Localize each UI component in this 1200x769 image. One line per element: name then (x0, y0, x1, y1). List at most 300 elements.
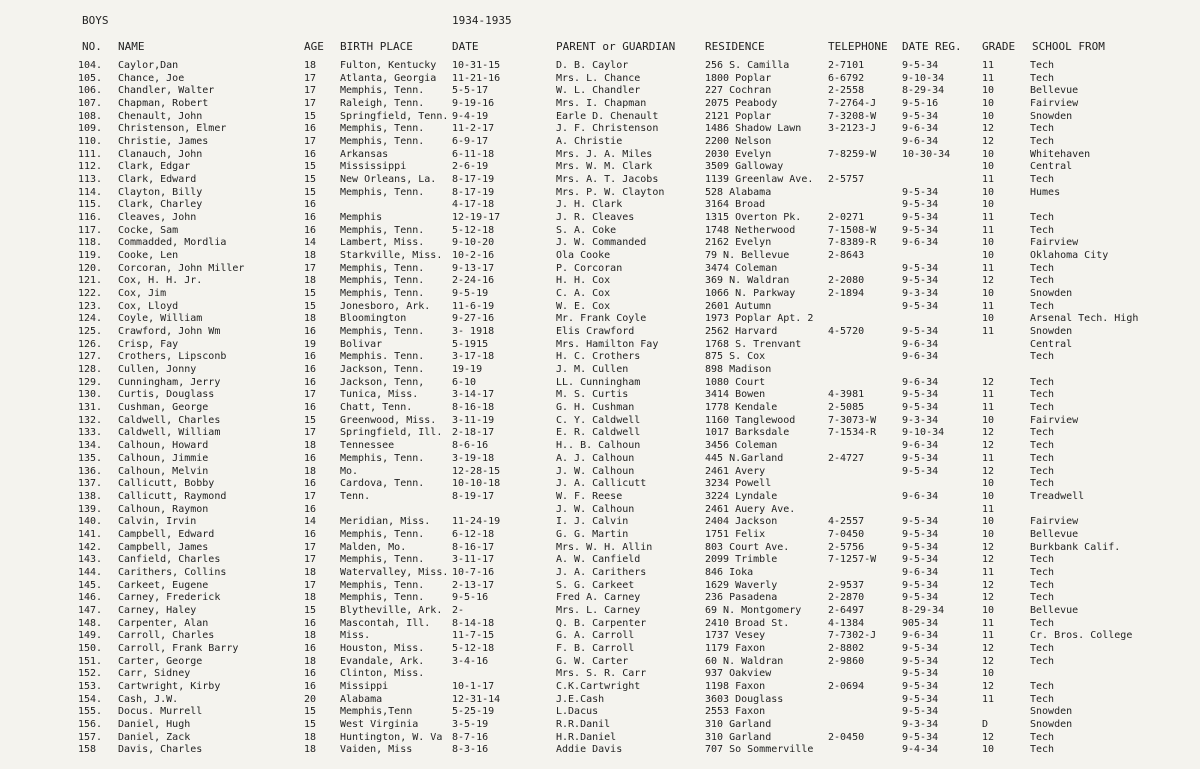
parent-guardian-cell: C. Y. Caldwell (556, 414, 641, 426)
row-number-cell: 142. (78, 541, 103, 553)
table-row (0, 618, 1200, 631)
student-age-cell: 15 (304, 186, 317, 198)
student-rows (0, 60, 1200, 757)
student-age-cell: 17 (304, 389, 317, 401)
table-row (0, 364, 1200, 377)
table-row (0, 111, 1200, 124)
row-number-cell: 107. (78, 98, 103, 110)
parent-guardian-cell: Mrs. S. R. Carr (556, 668, 647, 680)
birth-place-cell: West Virginia (340, 718, 419, 730)
row-number-cell: 158 (78, 744, 97, 756)
parent-guardian-cell: J. W. Commanded (556, 237, 647, 249)
student-age-cell: 16 (304, 617, 317, 629)
student-age-cell: 17 (304, 579, 317, 591)
grade-cell: 12 (982, 275, 995, 287)
parent-guardian-cell: C. A. Cox (556, 288, 611, 300)
residence-cell: 1748 Netherwood (705, 224, 796, 236)
parent-guardian-cell: R.R.Danil (556, 718, 611, 730)
student-name-cell: Cartwright, Kirby (118, 680, 221, 692)
table-row (0, 237, 1200, 250)
row-number-cell: 154. (78, 693, 103, 705)
residence-cell: 2410 Broad St. (705, 617, 790, 629)
parent-guardian-cell: G. A. Carroll (556, 630, 635, 642)
parent-guardian-cell: H.. B. Calhoun (556, 440, 641, 452)
student-age-cell: 17 (304, 262, 317, 274)
table-row (0, 516, 1200, 529)
birth-date-cell: 8-6-16 (452, 440, 489, 452)
header-age: AGE (304, 40, 324, 53)
student-age-cell: 15 (304, 718, 317, 730)
telephone-cell: 2-0450 (828, 731, 865, 743)
residence-cell: 1800 Poplar (705, 72, 772, 84)
school-from-cell: Tech (1030, 212, 1055, 224)
birth-place-cell: Blytheville, Ark. (340, 604, 443, 616)
birth-date-cell: 8-7-16 (452, 731, 489, 743)
residence-cell: 236 Pasadena (705, 592, 778, 604)
table-row (0, 529, 1200, 542)
birth-date-cell: 6-12-18 (452, 528, 495, 540)
table-row (0, 415, 1200, 428)
school-from-cell: Treadwell (1030, 490, 1085, 502)
grade-cell: 10 (982, 85, 995, 97)
table-row (0, 706, 1200, 719)
telephone-cell: 4-2557 (828, 516, 865, 528)
row-number-cell: 115. (78, 199, 103, 211)
telephone-cell: 7-8389-R (828, 237, 877, 249)
grade-cell: 10 (982, 237, 995, 249)
row-number-cell: 153. (78, 680, 103, 692)
table-row (0, 453, 1200, 466)
student-age-cell: 15 (304, 110, 317, 122)
table-row (0, 504, 1200, 517)
parent-guardian-cell: Mrs. I. Chapman (556, 98, 647, 110)
birth-place-cell: Jackson, Tenn, (340, 376, 425, 388)
table-row (0, 567, 1200, 580)
student-age-cell: 17 (304, 554, 317, 566)
birth-date-cell: 5-12-18 (452, 642, 495, 654)
parent-guardian-cell: Mr. Frank Coyle (556, 313, 647, 325)
student-name-cell: Callicutt, Bobby (118, 478, 215, 490)
school-from-cell: Tech (1030, 617, 1055, 629)
student-age-cell: 17 (304, 72, 317, 84)
date-registered-cell: 9-6-34 (902, 376, 939, 388)
grade-cell: 10 (982, 528, 995, 540)
telephone-cell: 2-0694 (828, 680, 865, 692)
row-number-cell: 156. (78, 718, 103, 730)
birth-date-cell: 6-11-18 (452, 148, 495, 160)
grade-cell: 10 (982, 250, 995, 262)
date-registered-cell: 9-5-34 (902, 186, 939, 198)
residence-cell: 1768 S. Trenvant (705, 338, 802, 350)
residence-cell: 3474 Coleman (705, 262, 778, 274)
date-registered-cell: 9-5-34 (902, 199, 939, 211)
birth-date-cell: 8-3-16 (452, 744, 489, 756)
school-from-cell: Tech (1030, 554, 1055, 566)
table-row (0, 656, 1200, 669)
table-row (0, 136, 1200, 149)
parent-guardian-cell: Mrs. J. A. Miles (556, 148, 653, 160)
table-row (0, 542, 1200, 555)
student-name-cell: Calhoun, Jimmie (118, 452, 209, 464)
birth-place-cell: Memphis, Tenn. (340, 186, 425, 198)
residence-cell: 1315 Overton Pk. (705, 212, 802, 224)
student-name-cell: Coyle, William (118, 313, 203, 325)
date-registered-cell: 9-5-34 (902, 693, 939, 705)
row-number-cell: 125. (78, 326, 103, 338)
parent-guardian-cell: Mrs. L. Chance (556, 72, 641, 84)
birth-date-cell: 8-16-18 (452, 402, 495, 414)
telephone-cell: 2-5756 (828, 541, 865, 553)
residence-cell: 369 N. Waldran (705, 275, 790, 287)
student-age-cell: 15 (304, 706, 317, 718)
residence-cell: 3234 Powell (705, 478, 772, 490)
grade-cell: 11 (982, 224, 995, 236)
student-name-cell: Caylor,Dan (118, 60, 179, 71)
parent-guardian-cell: Mrs. Hamilton Fay (556, 338, 659, 350)
header-no: NO. (82, 40, 102, 53)
date-registered-cell: 9-5-34 (902, 731, 939, 743)
residence-cell: 846 Ioka (705, 566, 754, 578)
grade-cell: 10 (982, 313, 995, 325)
residence-cell: 3603 Douglass (705, 693, 784, 705)
grade-cell: 12 (982, 136, 995, 148)
row-number-cell: 131. (78, 402, 103, 414)
school-from-cell: Whitehaven (1030, 148, 1091, 160)
grade-cell: 12 (982, 592, 995, 604)
student-name-cell: Clark, Edward (118, 174, 197, 186)
school-from-cell: Snowden (1030, 326, 1073, 338)
student-name-cell: Caldwell, William (118, 427, 221, 439)
table-row (0, 377, 1200, 390)
parent-guardian-cell: M. S. Curtis (556, 389, 629, 401)
student-age-cell: 16 (304, 668, 317, 680)
student-name-cell: Chenault, John (118, 110, 203, 122)
birth-date-cell: 12-19-17 (452, 212, 501, 224)
student-name-cell: Christenson, Elmer (118, 123, 227, 135)
parent-guardian-cell: J. A. Carithers (556, 566, 647, 578)
birth-place-cell: Memphis, Tenn. (340, 136, 425, 148)
student-name-cell: Commadded, Mordlia (118, 237, 227, 249)
birth-date-cell: 2-24-16 (452, 275, 495, 287)
birth-place-cell: Mascontah, Ill. (340, 617, 431, 629)
birth-place-cell: Clinton, Miss. (340, 668, 425, 680)
school-from-cell: Tech (1030, 427, 1055, 439)
row-number-cell: 133. (78, 427, 103, 439)
table-row (0, 263, 1200, 276)
student-name-cell: Cox, Lloyd (118, 300, 179, 312)
grade-cell: 11 (982, 452, 995, 464)
residence-cell: 2030 Evelyn (705, 148, 772, 160)
birth-place-cell: Fulton, Kentucky (340, 60, 437, 71)
student-age-cell: 16 (304, 212, 317, 224)
birth-date-cell: 12-28-15 (452, 465, 501, 477)
grade-cell: 10 (982, 288, 995, 300)
grade-cell: 10 (982, 744, 995, 756)
student-name-cell: Crisp, Fay (118, 338, 179, 350)
student-age-cell: 19 (304, 338, 317, 350)
date-registered-cell: 9-5-34 (902, 212, 939, 224)
birth-place-cell: Raleigh, Tenn. (340, 98, 425, 110)
date-registered-cell: 9-6-34 (902, 440, 939, 452)
table-row (0, 301, 1200, 314)
row-number-cell: 151. (78, 655, 103, 667)
header-school-from: SCHOOL FROM (1032, 40, 1105, 53)
grade-cell: 11 (982, 617, 995, 629)
telephone-cell: 2-8643 (828, 250, 865, 262)
residence-cell: 1778 Kendale (705, 402, 778, 414)
student-age-cell: 18 (304, 630, 317, 642)
student-name-cell: Curtis, Douglass (118, 389, 215, 401)
student-name-cell: Caldwell, Charles (118, 414, 221, 426)
parent-guardian-cell: Mrs. P. W. Clayton (556, 186, 665, 198)
grade-cell: 11 (982, 630, 995, 642)
student-age-cell: 16 (304, 452, 317, 464)
student-name-cell: Crawford, John Wm (118, 326, 221, 338)
row-number-cell: 152. (78, 668, 103, 680)
header-date: DATE (452, 40, 479, 53)
birth-date-cell: 3-4-16 (452, 655, 489, 667)
grade-cell: 10 (982, 668, 995, 680)
residence-cell: 445 N.Garland (705, 452, 784, 464)
birth-date-cell: 2-18-17 (452, 427, 495, 439)
telephone-cell: 4-3981 (828, 389, 865, 401)
parent-guardian-cell: G. H. Cushman (556, 402, 635, 414)
residence-cell: 3414 Bowen (705, 389, 766, 401)
birth-date-cell: 3-5-19 (452, 718, 489, 730)
student-name-cell: Clark, Charley (118, 199, 203, 211)
school-from-cell: Tech (1030, 72, 1055, 84)
student-age-cell: 15 (304, 161, 317, 173)
student-name-cell: Callicutt, Raymond (118, 490, 227, 502)
table-row (0, 402, 1200, 415)
parent-guardian-cell: P. Corcoran (556, 262, 623, 274)
school-from-cell: Central (1030, 338, 1073, 350)
birth-date-cell: 5-25-19 (452, 706, 495, 718)
birth-date-cell: 8-16-17 (452, 541, 495, 553)
school-from-cell: Tech (1030, 376, 1055, 388)
school-from-cell: Tech (1030, 592, 1055, 604)
birth-date-cell: 5-1915 (452, 338, 489, 350)
student-name-cell: Carney, Haley (118, 604, 197, 616)
residence-cell: 2461 Auery Ave. (705, 503, 796, 515)
table-row (0, 339, 1200, 352)
date-registered-cell: 8-29-34 (902, 604, 945, 616)
school-from-cell: Snowden (1030, 706, 1073, 718)
parent-guardian-cell: G. W. Carter (556, 655, 629, 667)
school-from-cell: Tech (1030, 693, 1055, 705)
parent-guardian-cell: C.K.Cartwright (556, 680, 641, 692)
table-row (0, 326, 1200, 339)
header-parent: PARENT or GUARDIAN (556, 40, 676, 53)
school-from-cell: Tech (1030, 731, 1055, 743)
row-number-cell: 124. (78, 313, 103, 325)
residence-cell: 2562 Harvard (705, 326, 778, 338)
row-number-cell: 144. (78, 566, 103, 578)
school-from-cell: Snowden (1030, 718, 1073, 730)
school-from-cell: Tech (1030, 389, 1055, 401)
student-name-cell: Carter, George (118, 655, 203, 667)
birth-date-cell: 3-11-17 (452, 554, 495, 566)
parent-guardian-cell: J. W. Calhoun (556, 465, 635, 477)
parent-guardian-cell: G. G. Martin (556, 528, 629, 540)
student-age-cell: 15 (304, 300, 317, 312)
residence-cell: 1080 Court (705, 376, 766, 388)
date-registered-cell: 9-5-34 (902, 224, 939, 236)
birth-date-cell: 10-10-18 (452, 478, 501, 490)
date-registered-cell: 9-5-16 (902, 98, 939, 110)
school-from-cell: Tech (1030, 655, 1055, 667)
school-from-cell: Tech (1030, 300, 1055, 312)
grade-cell: 10 (982, 516, 995, 528)
row-number-cell: 111. (78, 148, 103, 160)
school-year: 1934-1935 (452, 14, 512, 27)
birth-date-cell: 11-7-15 (452, 630, 495, 642)
school-from-cell: Tech (1030, 136, 1055, 148)
grade-cell: 10 (982, 186, 995, 198)
row-number-cell: 104. (78, 60, 103, 71)
school-from-cell: Tech (1030, 275, 1055, 287)
row-number-cell: 149. (78, 630, 103, 642)
birth-date-cell: 8-17-19 (452, 174, 495, 186)
row-number-cell: 141. (78, 528, 103, 540)
student-age-cell: 16 (304, 503, 317, 515)
student-age-cell: 18 (304, 731, 317, 743)
birth-place-cell: Jonesboro, Ark. (340, 300, 431, 312)
student-name-cell: Carroll, Charles (118, 630, 215, 642)
birth-place-cell: Starkville, Miss. (340, 250, 443, 262)
grade-cell: 10 (982, 98, 995, 110)
student-age-cell: 18 (304, 275, 317, 287)
table-row (0, 98, 1200, 111)
birth-place-cell: Lambert, Miss. (340, 237, 425, 249)
residence-cell: 1198 Faxon (705, 680, 766, 692)
grade-cell: 10 (982, 604, 995, 616)
date-registered-cell: 9-5-34 (902, 668, 939, 680)
birth-place-cell: Tennessee (340, 440, 395, 452)
date-registered-cell: 9-5-34 (902, 110, 939, 122)
residence-cell: 2075 Peabody (705, 98, 778, 110)
student-name-cell: Cullen, Jonny (118, 364, 197, 376)
birth-place-cell: Memphis,Tenn (340, 706, 413, 718)
row-number-cell: 105. (78, 72, 103, 84)
table-row (0, 643, 1200, 656)
student-age-cell: 16 (304, 478, 317, 490)
grade-cell: 11 (982, 326, 995, 338)
row-number-cell: 126. (78, 338, 103, 350)
student-age-cell: 17 (304, 98, 317, 110)
table-row (0, 60, 1200, 73)
student-age-cell: 18 (304, 744, 317, 756)
table-row (0, 73, 1200, 86)
school-from-cell: Fairview (1030, 516, 1079, 528)
parent-guardian-cell: LL. Cunningham (556, 376, 641, 388)
residence-cell: 707 So Sommerville (705, 744, 814, 756)
row-number-cell: 127. (78, 351, 103, 363)
table-row (0, 580, 1200, 593)
student-name-cell: Calhoun, Raymon (118, 503, 209, 515)
birth-date-cell: 6-9-17 (452, 136, 489, 148)
student-name-cell: Calvin, Irvin (118, 516, 197, 528)
school-from-cell: Tech (1030, 642, 1055, 654)
telephone-cell: 2-4727 (828, 452, 865, 464)
table-row (0, 161, 1200, 174)
grade-cell: 11 (982, 212, 995, 224)
parent-guardian-cell: F. B. Carroll (556, 642, 635, 654)
student-name-cell: Cox, Jim (118, 288, 167, 300)
date-registered-cell: 9-5-34 (902, 579, 939, 591)
grade-cell: 12 (982, 427, 995, 439)
birth-place-cell: Memphis, Tenn. (340, 288, 425, 300)
table-row (0, 225, 1200, 238)
residence-cell: 1139 Greenlaw Ave. (705, 174, 814, 186)
date-registered-cell: 9-5-34 (902, 262, 939, 274)
birth-date-cell: 6-10 (452, 376, 477, 388)
date-registered-cell: 9-5-34 (902, 528, 939, 540)
birth-date-cell: 10-1-17 (452, 680, 495, 692)
date-registered-cell: 9-5-34 (902, 465, 939, 477)
parent-guardian-cell: H. H. Cox (556, 275, 611, 287)
row-number-cell: 143. (78, 554, 103, 566)
residence-cell: 2601 Autumn (705, 300, 772, 312)
telephone-cell: 2-9537 (828, 579, 865, 591)
birth-date-cell: 19-19 (452, 364, 483, 376)
row-number-cell: 110. (78, 136, 103, 148)
birth-place-cell: Cardova, Tenn. (340, 478, 425, 490)
birth-date-cell: 11-2-17 (452, 123, 495, 135)
grade-cell: 10 (982, 161, 995, 173)
telephone-cell: 7-7302-J (828, 630, 877, 642)
student-age-cell: 18 (304, 250, 317, 262)
school-from-cell: Central (1030, 161, 1073, 173)
student-age-cell: 18 (304, 465, 317, 477)
residence-cell: 1486 Shadow Lawn (705, 123, 802, 135)
telephone-cell: 2-8802 (828, 642, 865, 654)
student-age-cell: 17 (304, 427, 317, 439)
date-registered-cell: 9-5-34 (902, 389, 939, 401)
telephone-cell: 7-3208-W (828, 110, 877, 122)
birth-date-cell: 8-17-19 (452, 186, 495, 198)
grade-cell: 12 (982, 123, 995, 135)
residence-cell: 3509 Galloway (705, 161, 784, 173)
birth-date-cell: 11-6-19 (452, 300, 495, 312)
residence-cell: 1973 Poplar Apt. 2 (705, 313, 814, 325)
student-age-cell: 17 (304, 85, 317, 97)
parent-guardian-cell: Fred A. Carney (556, 592, 641, 604)
date-registered-cell: 9-5-34 (902, 300, 939, 312)
student-name-cell: Clayton, Billy (118, 186, 203, 198)
grade-cell: 12 (982, 731, 995, 743)
telephone-cell: 2-5757 (828, 174, 865, 186)
table-row (0, 630, 1200, 643)
residence-cell: 3164 Broad (705, 199, 766, 211)
table-row (0, 478, 1200, 491)
date-registered-cell: 9-5-34 (902, 706, 939, 718)
birth-place-cell: Meridian, Miss. (340, 516, 431, 528)
row-number-cell: 135. (78, 452, 103, 464)
telephone-cell: 7-8259-W (828, 148, 877, 160)
birth-date-cell: 5-5-17 (452, 85, 489, 97)
school-from-cell: Tech (1030, 680, 1055, 692)
telephone-cell: 7-3073-W (828, 414, 877, 426)
birth-place-cell: Arkansas (340, 148, 389, 160)
school-from-cell: Snowden (1030, 288, 1073, 300)
table-row (0, 288, 1200, 301)
residence-cell: 1017 Barksdale (705, 427, 790, 439)
school-from-cell: Tech (1030, 174, 1055, 186)
row-number-cell: 130. (78, 389, 103, 401)
grade-cell: 12 (982, 579, 995, 591)
table-row (0, 389, 1200, 402)
